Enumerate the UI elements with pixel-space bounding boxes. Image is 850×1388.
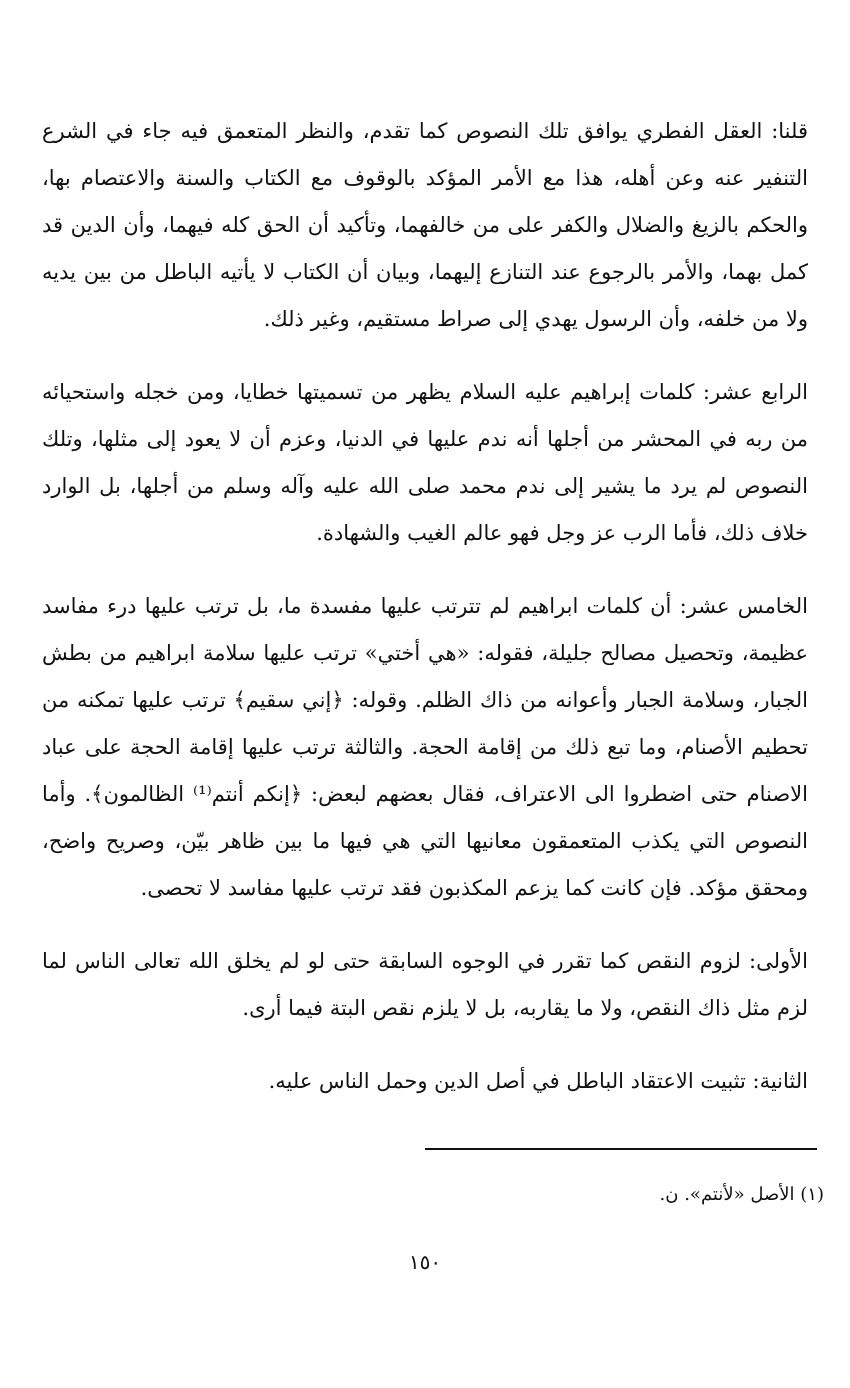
paragraph-second-harm: الثانية: تثبيت الاعتقاد الباطل في أصل الدين وحمل الناس عليه. xyxy=(268,1069,808,1093)
footnote-divider xyxy=(425,1148,817,1150)
paragraph-fifteenth: الخامس عشر: أن كلمات ابراهيم لم تترتب عليها مفسدة ما، بل ترتب عليها درء مفاسد عظيمة، وتحصيل مصالح جليلة، فقوله: «هي أختي» ترتب عليها سلامة ابراهيم من بطش الجبار، وسلامة الجبار وأعوانه من ذاك الظلم. وقوله: ﴿إني سقيم﴾ ترتب عليها تمكنه من تحطيم الأصنام، وما تبع ذلك من إقامة الحجة. والثالثة ترتب عليها إقامة الحجة على عباد الاصنام حتى اضطروا الى الاعتراف، فقال بعضهم لبعض: ﴿إنكم أنتم⁽¹⁾ الظالمون﴾. وأما النصوص التي يكذب المتعمقون معانيها التي هي فيها ما بين ظاهر بيّن، وصريح واضح، ومحقق مؤكد. فإن كانت كما يزعم المكذبون فقد ترتب عليها مفاسد لا تحصى. xyxy=(42,594,808,900)
page-number: ١٥٠ xyxy=(408,1250,442,1274)
paragraph-first-harm: الأولى: لزوم النقص كما تقرر في الوجوه السابقة حتى لو لم يخلق الله تعالى الناس لما لزم مثل ذاك النقص، ولا ما يقاربه، بل لا يلزم نقص البتة فيما أرى. xyxy=(42,949,808,1020)
body-text xyxy=(42,108,808,1105)
paragraph-rebuttal: قلنا: العقل الفطري يوافق تلك النصوص كما تقدم، والنظر المتعمق فيه جاء في الشرع التنفير عنه وعن أهله، هذا مع الأمر المؤكد بالوقوف مع الكتاب والسنة والاعتصام بها، والحكم بالزيغ والضلال والكفر على من خالفهما، وتأكيد أن الحق كله فيهما، وأن الدين قد كمل بهما، والأمر بالرجوع عند التنازع إليهما، وبيان أن الكتاب لا يأتيه الباطل من بين يديه ولا من خلفه، وأن الرسول يهدي إلى صراط مستقيم، وغير ذلك. xyxy=(42,119,808,331)
footnote: (١) الأصل «لأنتم». ن. xyxy=(659,1184,824,1205)
paragraph-fourteenth: الرابع عشر: كلمات إبراهيم عليه السلام يظهر من تسميتها خطايا، ومن خجله واستحيائه من ربه في المحشر من أجلها أنه ندم عليها في الدنيا، وعزم أن لا يعود إلى مثلها، وتلك النصوص لم يرد ما يشير إلى ندم محمد صلى الله عليه وآله وسلم من أجلها، بل الوارد خلاف ذلك، فأما الرب عز وجل فهو عالم الغيب والشهادة. xyxy=(42,380,808,545)
